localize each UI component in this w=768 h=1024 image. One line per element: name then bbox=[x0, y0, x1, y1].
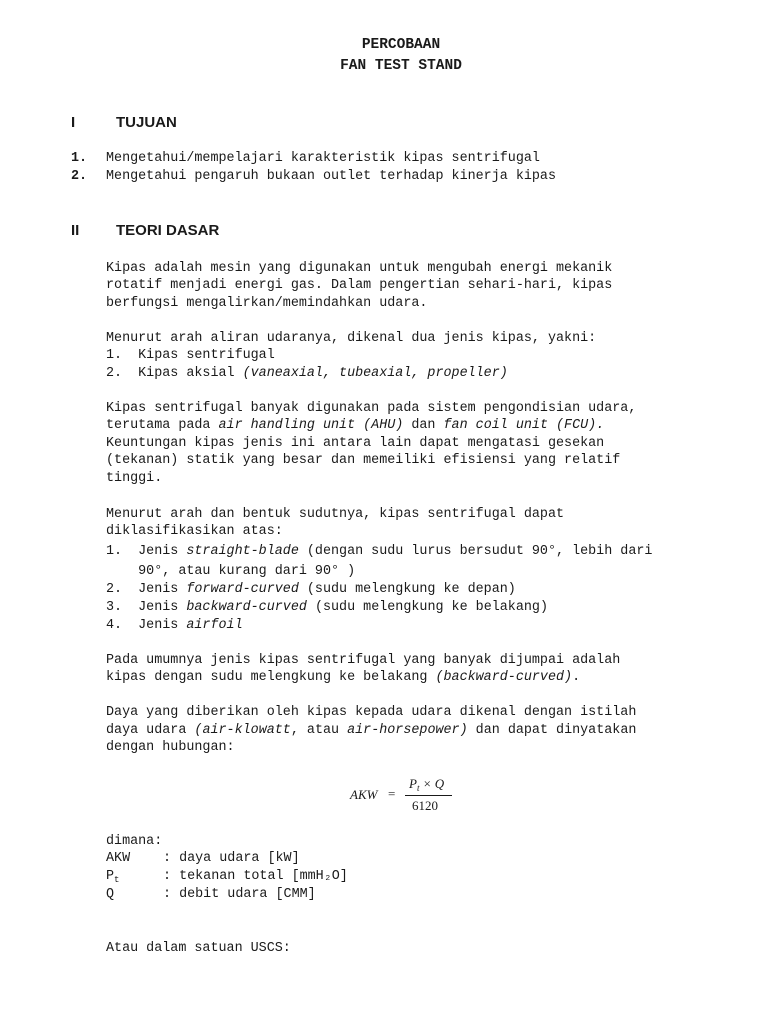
section-number: II bbox=[71, 222, 80, 239]
page-title: PERCOBAAN bbox=[361, 37, 441, 53]
fraction-bar bbox=[405, 795, 452, 796]
list-item: 2. Kipas aksial (vaneaxial, tubeaxial, propeller) bbox=[106, 366, 508, 381]
definition-symbol: $P_t$ bbox=[106, 869, 120, 885]
list-item: 4. Jenis airfoil bbox=[106, 618, 243, 633]
paragraph-line: (tekanan) statik yang besar dan memeiliki efisiensi yang relatif bbox=[106, 453, 621, 468]
paragraph-line: dengan hubungan: bbox=[106, 740, 235, 755]
list-item: 2. Jenis forward-curved (sudu melengkung ke depan) bbox=[106, 582, 516, 597]
section-number: I bbox=[71, 114, 76, 131]
list-item: Mengetahui/mempelajari karakteristik kipas sentrifugal bbox=[106, 151, 540, 166]
list-item: 3. Jenis backward-curved (sudu melengkung ke belakang) bbox=[106, 600, 548, 615]
list-item: Mengetahui pengaruh bukaan outlet terhadap kinerja kipas bbox=[106, 169, 556, 184]
list-item: 1. Jenis straight-blade (dengan sudu lurus bersudut 90°, lebih dari bbox=[106, 544, 653, 559]
paragraph-line: Daya yang diberikan oleh kipas kepada udara dikenal dengan istilah bbox=[106, 705, 637, 720]
paragraph-line: kipas dengan sudu melengkung ke belakang (backward-curved). bbox=[106, 670, 581, 685]
list-number: 2. bbox=[71, 169, 88, 184]
paragraph-line: diklasifikasikan atas: bbox=[106, 524, 283, 539]
formula-denominator: 6120 bbox=[412, 798, 438, 813]
paragraph-line: berfungsi mengalirkan/memindahkan udara. bbox=[106, 296, 428, 311]
definition-text: : debit udara [CMM] bbox=[163, 887, 316, 902]
paragraph-line: Keuntungan kipas jenis ini antara lain dapat mengatasi gesekan bbox=[106, 436, 605, 451]
paragraph-line: Atau dalam satuan USCS: bbox=[106, 941, 291, 956]
paragraph-line: tinggi. bbox=[106, 471, 163, 486]
paragraph-line: rotatif menjadi energi gas. Dalam pengertian sehari-hari, kipas bbox=[106, 278, 613, 293]
paragraph-line: Pada umumnya jenis kipas sentrifugal yang banyak dijumpai adalah bbox=[106, 653, 621, 668]
definition-symbol: AKW bbox=[106, 851, 131, 866]
paragraph-line: Menurut arah dan bentuk sudutnya, kipas sentrifugal dapat bbox=[106, 507, 565, 522]
formula-equals: = bbox=[388, 786, 396, 801]
section-heading: TEORI DASAR bbox=[116, 222, 220, 239]
definitions-label: dimana: bbox=[106, 834, 163, 849]
formula-lhs: AKW bbox=[350, 787, 378, 802]
paragraph-line: Menurut arah aliran udaranya, dikenal dua jenis kipas, yakni: bbox=[106, 331, 597, 346]
list-item: 1. Kipas sentrifugal bbox=[106, 348, 275, 363]
definition-text: : tekanan total [mmH₂O] bbox=[163, 869, 348, 884]
paragraph-line: daya udara (air-klowatt, atau air-horsepower) dan dapat dinyatakan bbox=[106, 723, 637, 738]
paragraph-line: Kipas sentrifugal banyak digunakan pada sistem pengondisian udara, bbox=[106, 401, 637, 416]
definition-text: : daya udara [kW] bbox=[163, 851, 300, 866]
list-number: 1. bbox=[71, 151, 88, 166]
paragraph-line: Kipas adalah mesin yang digunakan untuk mengubah energi mekanik bbox=[106, 261, 613, 276]
definition-symbol: Q bbox=[106, 887, 115, 902]
paragraph-line: terutama pada air handling unit (AHU) dan fan coil unit (FCU). bbox=[106, 418, 605, 433]
section-heading: TUJUAN bbox=[116, 114, 177, 131]
formula-numerator: $P_t \times Q$ bbox=[409, 776, 445, 793]
list-item-continuation: 90°, atau kurang dari 90° ) bbox=[106, 564, 356, 579]
page-subtitle: FAN TEST STAND bbox=[340, 58, 462, 74]
